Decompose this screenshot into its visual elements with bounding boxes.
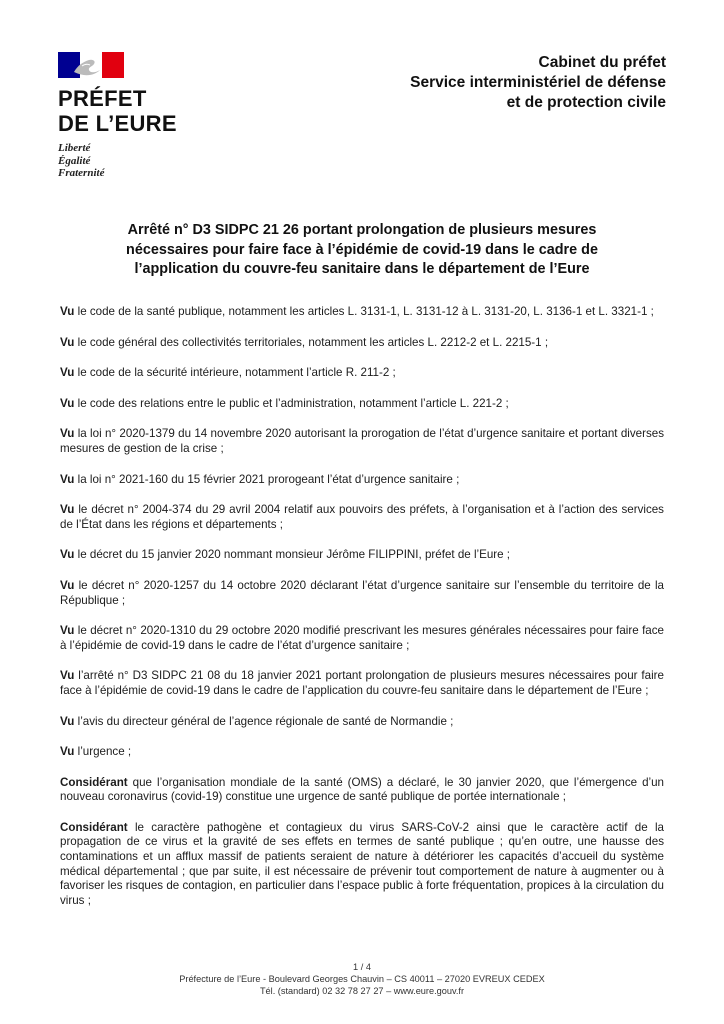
logo-title: [58, 86, 218, 136]
considerant-paragraph: [60, 776, 664, 805]
paragraph-text: le décret du 15 janvier 2020 nommant monsieur Jérôme FILIPPINI, préfet de l’Eure ;: [77, 548, 511, 562]
visa-paragraph: [60, 305, 664, 320]
footer-contact: Tél. (standard) 02 32 78 27 27 – www.eure.gouv.fr: [259, 986, 465, 996]
paragraph-text: le code de la santé publique, notamment les articles L. 3131-1, L. 3131-12 à L. 3131-20, L. 3136-1 et L. 3321-1 ;: [77, 305, 654, 318]
logo-title-line: DE L’EURE: [58, 111, 177, 136]
visa-paragraph: [60, 336, 664, 351]
decree-title-line: Arrêté n° D3 SIDPC 21 26 portant prolongation de plusieurs mesures: [127, 222, 597, 238]
paragraph-lead: Vu: [60, 305, 75, 318]
decree-title-line: l’application du couvre-feu sanitaire dans le département de l’Eure: [134, 261, 590, 277]
considerant-paragraph: [60, 821, 664, 909]
visa-paragraph: [60, 669, 664, 698]
page-footer: [0, 961, 724, 997]
decree-title-line: nécessaires pour faire face à l’épidémie de covid-19 dans le cadre de: [126, 241, 598, 258]
paragraph-lead: Considérant: [60, 775, 128, 789]
paragraph-lead: Vu: [60, 472, 75, 486]
paragraph-text: le décret n° 2020-1257 du 14 octobre 2020 déclarant l’état d’urgence sanitaire sur l’ensemble du territoire de la République ;: [60, 578, 664, 607]
paragraph-lead: Vu: [60, 745, 75, 759]
visa-paragraph: [60, 548, 664, 563]
paragraph-text: la loi n° 2020-1379 du 14 novembre 2020 autorisant la prorogation de l’état d’urgence sanitaire et portant diverses mesures de gestion de la crise ;: [60, 427, 665, 455]
footer-address: Préfecture de l’Eure - Boulevard Georges Chauvin – CS 40011 – 27020 EVREUX CEDEX: [179, 974, 545, 984]
paragraph-text: l’avis du directeur général de l’agence régionale de santé de Normandie ;: [77, 714, 454, 728]
paragraph-lead: Vu: [60, 624, 75, 638]
visa-paragraph: [60, 503, 664, 532]
marianne-flag-logo: [58, 52, 124, 78]
service-line: Service interministériel de défense: [410, 74, 666, 91]
paragraph-text: la loi n° 2021-160 du 15 février 2021 prorogeant l’état d’urgence sanitaire ;: [77, 472, 460, 486]
service-line: Cabinet du préfet: [538, 54, 666, 71]
paragraph-lead: Vu: [60, 669, 75, 683]
visa-paragraph: [60, 715, 664, 730]
paragraph-text: que l’organisation mondiale de la santé (OMS) a déclaré, le 30 janvier 2020, que l’émergence d’un nouveau coronavirus (covid-19) constitue une urgence de santé publique de portée internationale ;: [60, 775, 664, 804]
paragraph-text: l’urgence ;: [77, 745, 132, 759]
paragraph-text: le code général des collectivités territoriales, notamment les articles L. 2212-2 et L. 2215-1 ;: [77, 335, 549, 349]
motto-line: Liberté: [58, 142, 91, 154]
service-line: et de protection civile: [506, 94, 666, 111]
paragraph-text: le caractère pathogène et contagieux du virus SARS-CoV-2 ainsi que le caractère actif de la propagation de ce virus et la gravité de ses effets en termes de santé publique ; qu’en outre, une hausse des contaminations et un afflux massif de patients seraient de nature à détériorer les capacités d’accueil du système médical départemental ; que par suite, il est nécessaire de prévenir tout comportement de nature à augmenter ou à favoriser les risques de contagion, en particulier dans l’espace public à forte fréquentation, propices à la circulation du virus ;: [60, 820, 665, 907]
visa-paragraph: [60, 624, 664, 653]
visa-paragraph: [60, 579, 664, 608]
paragraph-text: le décret n° 2004-374 du 29 avril 2004 relatif aux pouvoirs des préfets, à l’organisation et à l’action des services de l’État dans les régions et départements ;: [60, 503, 664, 531]
paragraph-lead: Vu: [60, 427, 75, 441]
page-number: 1 / 4: [353, 962, 371, 972]
paragraph-lead: Vu: [60, 578, 75, 592]
paragraph-text: le code de la sécurité intérieure, notamment l’article R. 211-2 ;: [77, 366, 396, 380]
motto-line: Égalité: [58, 154, 91, 167]
visa-paragraph: [60, 745, 664, 760]
paragraph-text: l’arrêté n° D3 SIDPC 21 08 du 18 janvier 2021 portant prolongation de plusieurs mesures nécessaires pour faire face à l’épidémie de covid-19 dans le cadre de l’application du couvre-feu sanitaire dans le département de l’Eure ;: [60, 669, 664, 697]
prefecture-logo: [58, 52, 218, 180]
visa-paragraph: [60, 427, 664, 456]
paragraph-lead: Vu: [60, 396, 75, 410]
motto-line: Fraternité: [58, 167, 105, 179]
paragraph-lead: Vu: [60, 366, 75, 380]
paragraph-lead: Vu: [60, 335, 75, 349]
decree-body: [60, 305, 664, 924]
republic-motto: [58, 142, 218, 180]
visa-paragraph: [60, 473, 664, 488]
decree-title: [60, 221, 664, 280]
logo-title-line: PRÉFET: [58, 86, 147, 111]
paragraph-lead: Vu: [60, 714, 75, 728]
paragraph-text: le code des relations entre le public et l’administration, notamment l’article L. 221-2 ;: [77, 396, 509, 410]
paragraph-lead: Vu: [60, 548, 75, 562]
service-header: [410, 53, 666, 113]
paragraph-lead: Considérant: [60, 820, 128, 834]
paragraph-lead: Vu: [60, 503, 75, 517]
visa-paragraph: [60, 366, 664, 381]
paragraph-text: le décret n° 2020-1310 du 29 octobre 2020 modifié prescrivant les mesures générales nécessaires pour faire face à l’épidémie de covid-19 dans le cadre de l’état d’urgence sanitaire ;: [60, 624, 664, 652]
visa-paragraph: [60, 397, 664, 412]
